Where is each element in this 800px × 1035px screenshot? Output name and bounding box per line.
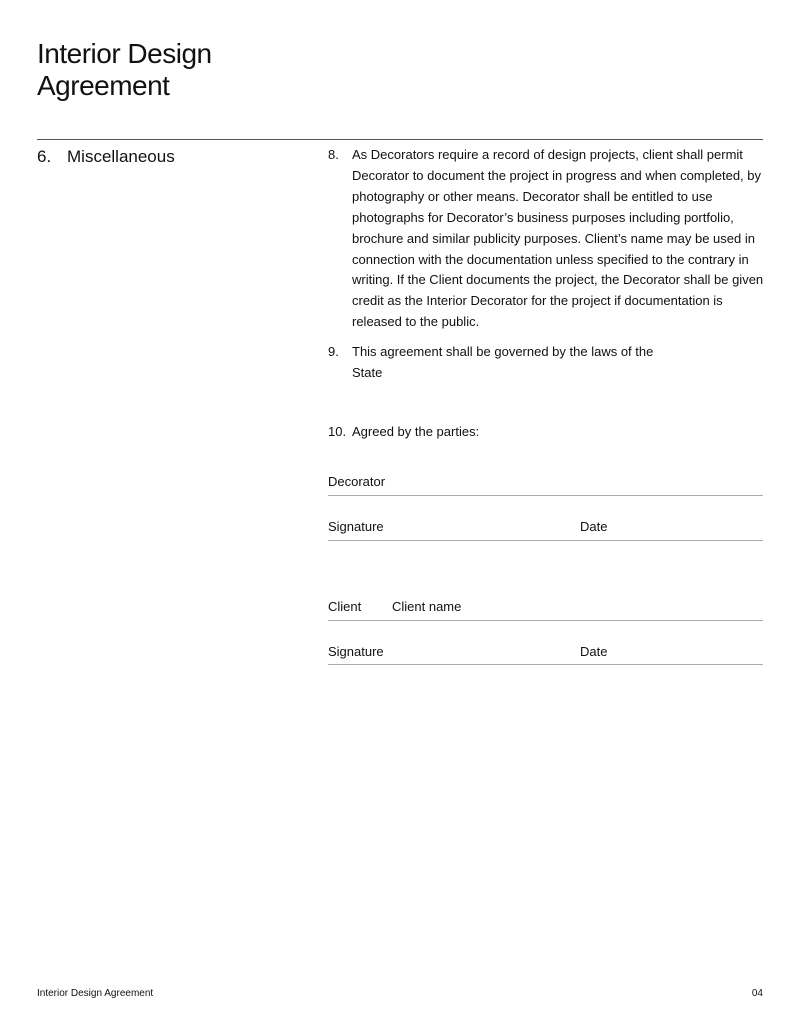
section-heading	[37, 146, 175, 168]
client-date-label: Date	[580, 644, 608, 659]
client-signature-field[interactable]	[328, 664, 763, 665]
decorator-name-field[interactable]	[328, 495, 763, 496]
client-name-field[interactable]	[328, 620, 763, 621]
title-line-2: Agreement	[37, 70, 170, 101]
footer-title: Interior Design Agreement	[37, 988, 154, 999]
decorator-signature-label: Signature	[328, 519, 384, 534]
clause-text: As Decorators require a record of design projects, client shall permit Decorator to document the project in progress and when completed, by photography or other means. Decorator shall be entitled to use photographs for Decorator’s business purposes including portfolio, brochure and similar publicity purposes. Client’s name may be used in connection with the documentation unless specified to the contrary in writing. If the Client documents the project, the Decorator shall be given credit as the Interior Decorator for the project if documentation is released to the public.	[352, 147, 764, 330]
clause-text: Agreed by the parties:	[352, 424, 480, 439]
section-number: 6.	[37, 147, 52, 166]
clause-text: This agreement shall be governed by the laws of the	[352, 344, 654, 359]
client-label: Client	[328, 599, 362, 614]
title-line-1: Interior Design	[37, 38, 212, 69]
decorator-date-label: Date	[580, 519, 608, 534]
clause-number: 9.	[328, 344, 339, 359]
decorator-label: Decorator	[328, 474, 386, 489]
client-name: Client name	[392, 599, 462, 614]
clause-number: 8.	[328, 147, 339, 162]
section-name: Miscellaneous	[67, 147, 175, 166]
clause-10	[328, 422, 768, 443]
clause-text-state: State	[352, 364, 383, 380]
client-signature-label: Signature	[328, 644, 384, 659]
clause-9	[328, 342, 768, 384]
document-title	[37, 38, 212, 102]
decorator-signature-field[interactable]	[328, 540, 763, 541]
clause-number: 10.	[328, 424, 347, 439]
page-number: 04	[751, 988, 763, 999]
clause-8	[328, 145, 768, 333]
divider	[37, 139, 763, 140]
